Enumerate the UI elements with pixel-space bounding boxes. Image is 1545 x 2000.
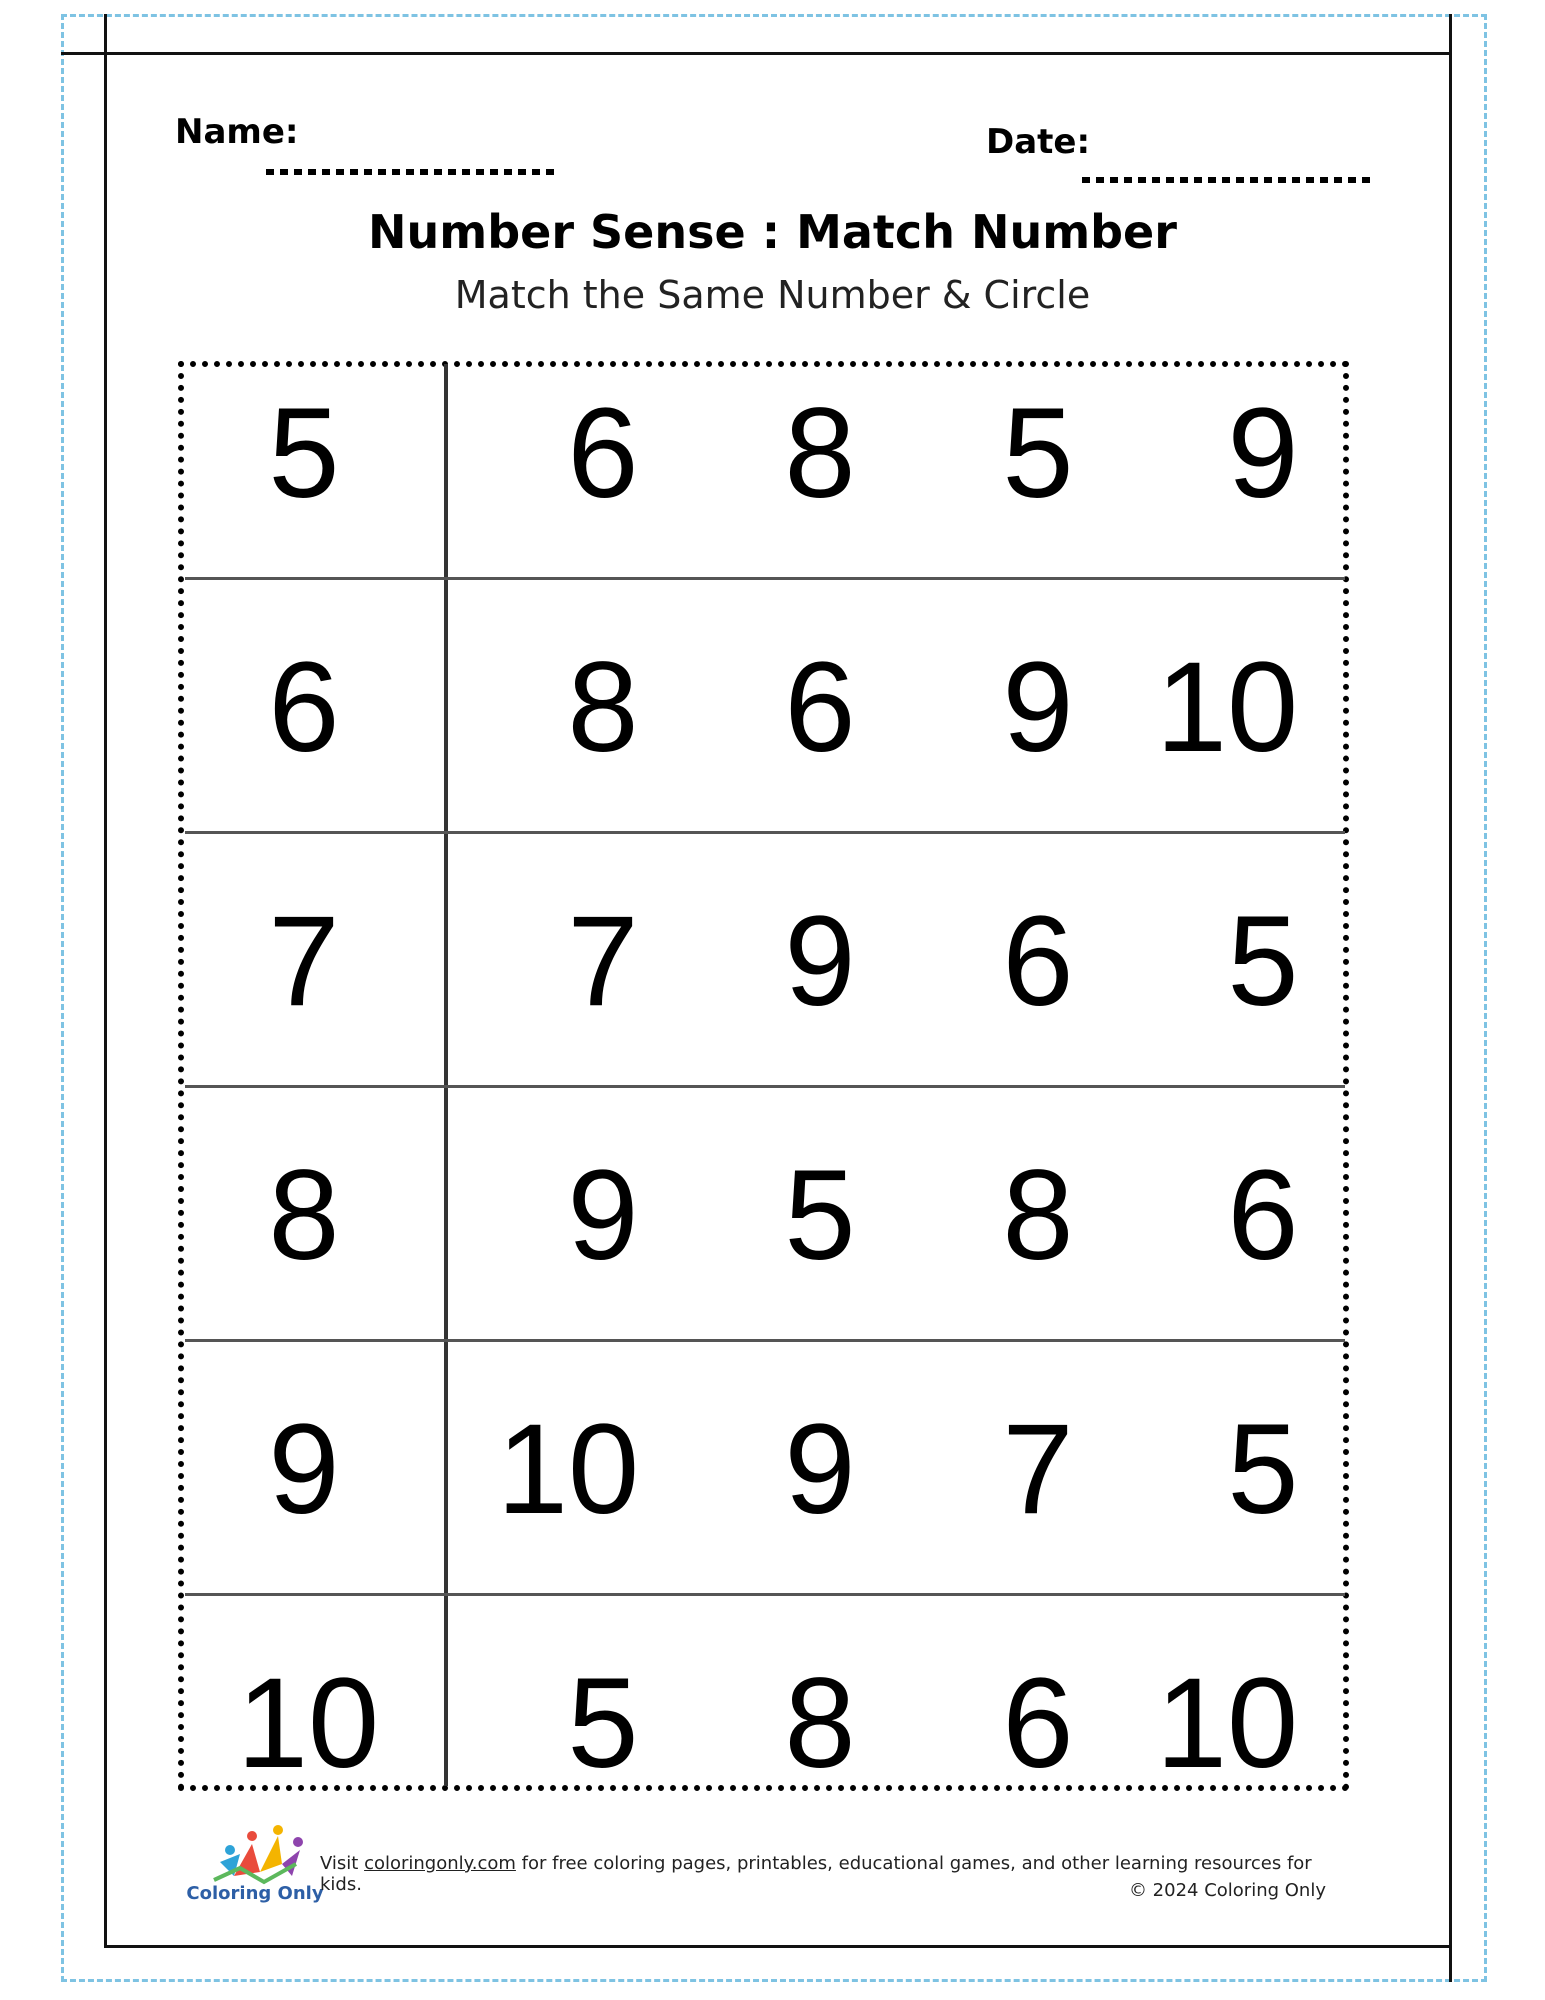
choice-number[interactable]: 7 [567,890,639,1033]
row-divider [185,1085,1345,1088]
choice-number[interactable]: 10 [1155,636,1299,779]
choice-number[interactable]: 5 [1227,1398,1299,1541]
date-line[interactable] [1082,177,1372,183]
row-divider [185,1339,1345,1342]
page-title: Number Sense : Match Number [368,205,1177,259]
logo-text: Coloring Only [186,1883,324,1904]
page-subtitle: Match the Same Number & Circle [454,273,1091,317]
match-grid [178,361,1349,1795]
choice-number[interactable]: 5 [1002,382,1074,525]
date-label: Date: [986,122,1091,162]
choice-number[interactable]: 5 [1227,890,1299,1033]
choice-number[interactable]: 7 [1002,1398,1074,1541]
footer-copyright: © 2024 Coloring Only [1128,1880,1326,1901]
row-divider [185,831,1345,834]
target-number: 9 [268,1398,340,1541]
choice-number[interactable]: 8 [567,636,639,779]
choice-number[interactable]: 10 [496,1398,640,1541]
choice-number[interactable]: 8 [784,1652,856,1795]
choice-number[interactable]: 8 [784,382,856,525]
target-number: 8 [268,1144,340,1287]
name-label: Name: [175,112,299,152]
frame-right-extension [1449,1944,1452,1982]
choice-number[interactable]: 9 [784,1398,856,1541]
choice-number[interactable]: 9 [1002,636,1074,779]
choice-number[interactable]: 6 [1002,890,1074,1033]
visit-prefix: Visit [320,1853,365,1874]
target-number: 10 [236,1652,380,1795]
choice-number[interactable]: 8 [1002,1144,1074,1287]
choice-number[interactable]: 9 [567,1144,639,1287]
choice-number[interactable]: 6 [1002,1652,1074,1795]
choice-number[interactable]: 9 [1227,382,1299,525]
choice-number[interactable]: 10 [1155,1652,1299,1795]
target-number: 6 [268,636,340,779]
coloringonly-link[interactable]: coloringonly.com [364,1853,516,1874]
choice-number[interactable]: 5 [784,1144,856,1287]
row-divider [185,1593,1345,1596]
target-number: 5 [268,382,340,525]
choice-number[interactable]: 5 [567,1652,639,1795]
choice-number[interactable]: 9 [784,890,856,1033]
choice-number[interactable]: 6 [784,636,856,779]
target-number: 7 [268,890,340,1033]
choice-number[interactable]: 6 [567,382,639,525]
choice-number[interactable]: 6 [1227,1144,1299,1287]
name-line[interactable] [266,169,556,175]
row-divider [185,577,1345,580]
visit-suffix: for free coloring pages, printables, educational games, and other learning resources for kids. [320,1853,1312,1895]
